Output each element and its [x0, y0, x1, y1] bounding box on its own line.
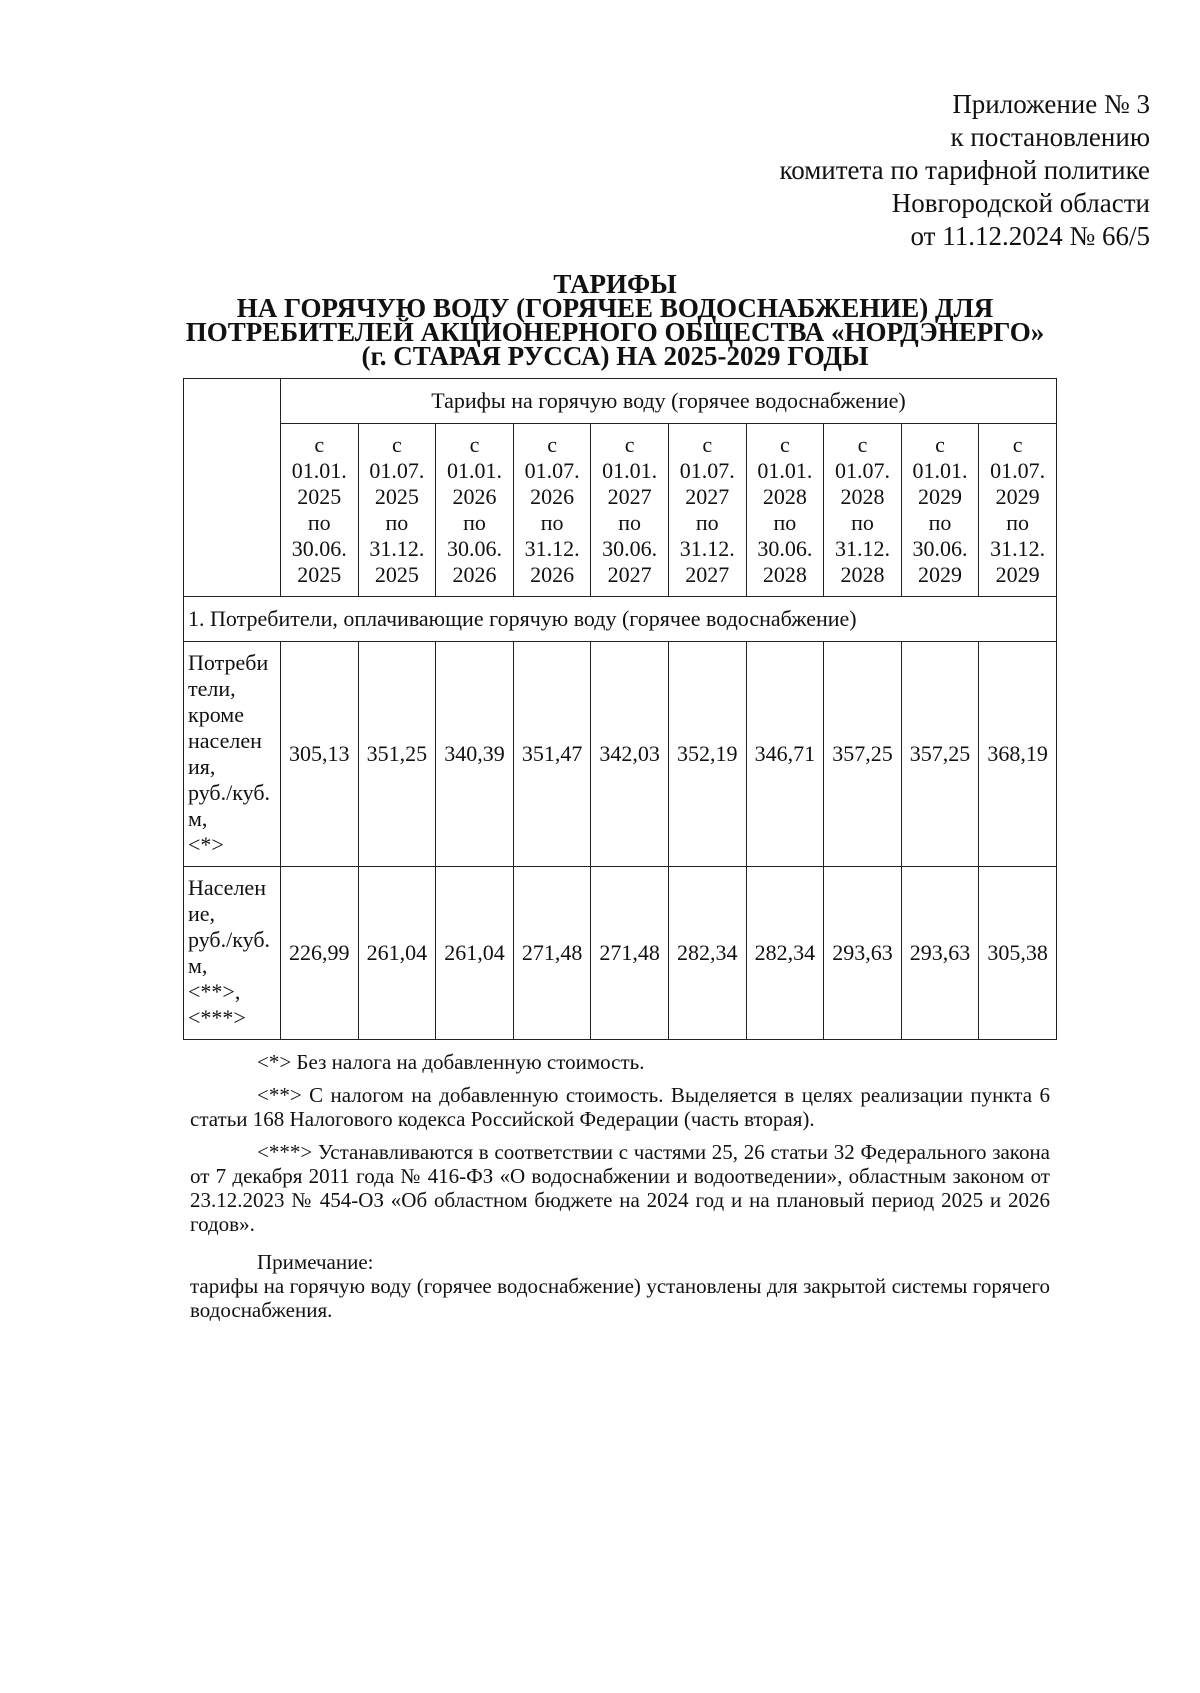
- tariffs-table: [183, 378, 1057, 1040]
- period-line: 01.01.: [912, 458, 968, 483]
- row-label-line: ия,: [188, 754, 216, 779]
- appendix-block: [779, 88, 1150, 253]
- tariff-value-cell: 340,39: [436, 642, 514, 867]
- period-header-cell: [824, 424, 902, 597]
- document-title: [180, 269, 1050, 371]
- appendix-line: Новгородской области: [891, 188, 1150, 218]
- row-label-line: тели,: [188, 676, 236, 701]
- row-label-line: Населен: [188, 875, 266, 900]
- period-line: 30.06.: [446, 536, 502, 561]
- tariff-value-cell: 282,34: [668, 867, 746, 1040]
- period-line: 2029: [918, 562, 963, 587]
- period-line: 01.01.: [291, 458, 347, 483]
- period-line: 2029: [995, 562, 1040, 587]
- period-line: с: [779, 432, 790, 457]
- period-line: 2025: [374, 484, 419, 509]
- row-label-line: <*>: [188, 832, 224, 857]
- row-label: [184, 867, 281, 1040]
- period-line: 2029: [918, 484, 963, 509]
- table-corner-cell: [184, 379, 281, 597]
- period-line: с: [1012, 432, 1023, 457]
- period-line: с: [624, 432, 635, 457]
- period-line: 01.07.: [990, 458, 1046, 483]
- period-header-cell: [746, 424, 824, 597]
- period-line: 31.12.: [679, 536, 735, 561]
- period-line: 2027: [607, 484, 652, 509]
- period-line: 30.06.: [602, 536, 658, 561]
- tariff-value-cell: 282,34: [746, 867, 824, 1040]
- period-line: 01.07.: [524, 458, 580, 483]
- period-line: по: [1006, 510, 1030, 535]
- group-header: Тарифы на горячую воду (горячее водоснабжение): [281, 379, 1057, 424]
- footnote-2: <**> С налогом на добавленную стоимость. Выделяется в целях реализации пункта 6 статьи 168 Налогового кодекса Российской Федерации (часть вторая).: [190, 1083, 1050, 1131]
- period-line: 2028: [840, 562, 885, 587]
- period-line: 2026: [452, 484, 497, 509]
- remark-text: тарифы на горячую воду (горячее водоснабжение) установлены для закрытой системы горячего водоснабжения.: [190, 1274, 1050, 1322]
- tariff-value-cell: 305,13: [281, 642, 359, 867]
- period-line: с: [392, 432, 402, 457]
- tariff-value-cell: 357,25: [901, 642, 979, 867]
- row-label-line: м,: [188, 953, 208, 978]
- period-header-cell: [979, 424, 1057, 597]
- tariff-value-cell: 357,25: [824, 642, 902, 867]
- title-line: ТАРИФЫ: [553, 269, 677, 299]
- period-line: с: [702, 432, 713, 457]
- period-line: по: [618, 510, 642, 535]
- period-line: 31.12.: [834, 536, 890, 561]
- title-line: ПОТРЕБИТЕЛЕЙ АКЦИОНЕРНОГО ОБЩЕСТВА «НОРДЭНЕРГО»: [185, 317, 1045, 347]
- period-line: с: [314, 432, 325, 457]
- table-row: [184, 867, 1057, 1040]
- tariff-value-cell: 368,19: [979, 642, 1057, 867]
- period-line: 2027: [607, 562, 652, 587]
- appendix-line: от 11.12.2024 № 66/5: [910, 221, 1150, 251]
- title-line: НА ГОРЯЧУЮ ВОДУ (ГОРЯЧЕЕ ВОДОСНАБЖЕНИЕ) ДЛЯ: [236, 293, 994, 323]
- tariff-value-cell: 342,03: [591, 642, 669, 867]
- row-label-line: кроме: [188, 702, 244, 727]
- period-line: 2028: [762, 562, 807, 587]
- period-line: по: [773, 510, 797, 535]
- period-header-cell: [591, 424, 669, 597]
- period-header-cell: [668, 424, 746, 597]
- period-line: 2029: [995, 484, 1040, 509]
- section-title: 1. Потребители, оплачивающие горячую воду (горячее водоснабжение): [184, 597, 1057, 642]
- period-header-cell: [901, 424, 979, 597]
- period-line: 01.07.: [834, 458, 890, 483]
- period-line: с: [857, 432, 868, 457]
- tariff-value-cell: 305,38: [979, 867, 1057, 1040]
- period-line: 01.01.: [446, 458, 502, 483]
- footnote-1: <*> Без налога на добавленную стоимость.: [257, 1050, 645, 1074]
- section-row: [184, 597, 1057, 642]
- tariff-value-cell: 271,48: [591, 867, 669, 1040]
- period-line: по: [463, 510, 486, 535]
- period-header-cell: [358, 424, 436, 597]
- period-line: 2027: [685, 484, 730, 509]
- tariff-value-cell: 346,71: [746, 642, 824, 867]
- period-line: с: [547, 432, 557, 457]
- row-label-line: м,: [188, 806, 208, 831]
- tariff-value-cell: 293,63: [901, 867, 979, 1040]
- row-label-line: руб./куб.: [188, 780, 271, 805]
- period-line: 31.12.: [369, 536, 425, 561]
- row-label-line: населен: [188, 728, 262, 753]
- period-line: 2026: [452, 562, 497, 587]
- period-line: 2028: [762, 484, 807, 509]
- period-line: 30.06.: [291, 536, 347, 561]
- period-line: 01.01.: [602, 458, 658, 483]
- period-line: 2026: [530, 562, 575, 587]
- tariff-value-cell: 226,99: [281, 867, 359, 1040]
- period-line: 2025: [297, 484, 342, 509]
- period-header-cell: [513, 424, 591, 597]
- row-label-line: ие,: [188, 901, 216, 926]
- row-label: [184, 642, 281, 867]
- period-line: по: [928, 510, 952, 535]
- period-line: по: [307, 510, 331, 535]
- period-line: 31.12.: [524, 536, 580, 561]
- tariff-value-cell: 271,48: [513, 867, 591, 1040]
- period-line: 30.06.: [912, 536, 968, 561]
- period-line: по: [695, 510, 719, 535]
- tariff-value-cell: 261,04: [436, 867, 514, 1040]
- period-line: 2025: [297, 562, 342, 587]
- period-line: 31.12.: [990, 536, 1046, 561]
- notes-block: [190, 1050, 1050, 1322]
- row-label-line: руб./куб.: [188, 927, 271, 952]
- appendix-line: к постановлению: [950, 122, 1150, 152]
- period-header-cell: [436, 424, 514, 597]
- period-line: 2026: [530, 484, 575, 509]
- tariff-value-cell: 352,19: [668, 642, 746, 867]
- row-label-line: <**>,: [188, 979, 241, 1004]
- period-header-row: [184, 424, 1057, 597]
- period-line: 2027: [685, 562, 730, 587]
- appendix-line: комитета по тарифной политике: [779, 155, 1150, 185]
- tariff-value-cell: 351,25: [358, 642, 436, 867]
- tariff-value-cell: 261,04: [358, 867, 436, 1040]
- period-header-cell: [281, 424, 359, 597]
- appendix-line: Приложение № 3: [952, 89, 1150, 119]
- tariff-value-cell: 351,47: [513, 642, 591, 867]
- remark-title: Примечание:: [257, 1250, 374, 1274]
- tariff-value-cell: 293,63: [824, 867, 902, 1040]
- period-line: 01.07.: [679, 458, 735, 483]
- period-line: 2025: [374, 562, 419, 587]
- row-label-line: <***>: [188, 1005, 246, 1030]
- period-line: 01.01.: [757, 458, 813, 483]
- title-line: (г. СТАРАЯ РУССА) НА 2025-2029 ГОДЫ: [361, 341, 869, 371]
- row-label-line: Потреби: [188, 650, 269, 675]
- table-header-row: [184, 379, 1057, 424]
- period-line: с: [935, 432, 945, 457]
- period-line: 30.06.: [757, 536, 813, 561]
- period-line: по: [540, 510, 564, 535]
- period-line: по: [385, 510, 409, 535]
- period-line: 01.07.: [369, 458, 425, 483]
- table-row: [184, 642, 1057, 867]
- period-line: по: [851, 510, 874, 535]
- period-line: с: [469, 432, 480, 457]
- footnote-3: <***> Устанавливаются в соответствии с частями 25, 26 статьи 32 Федерального закона от 7 декабря 2011 года № 416-ФЗ «О водоснабжении и водоотведении», областным законом от 23.12.2023 № 454-ОЗ «Об областном бюджете на 2024 год и на плановый период 2025 и 2026 годов».: [190, 1140, 1050, 1236]
- period-line: 2028: [840, 484, 885, 509]
